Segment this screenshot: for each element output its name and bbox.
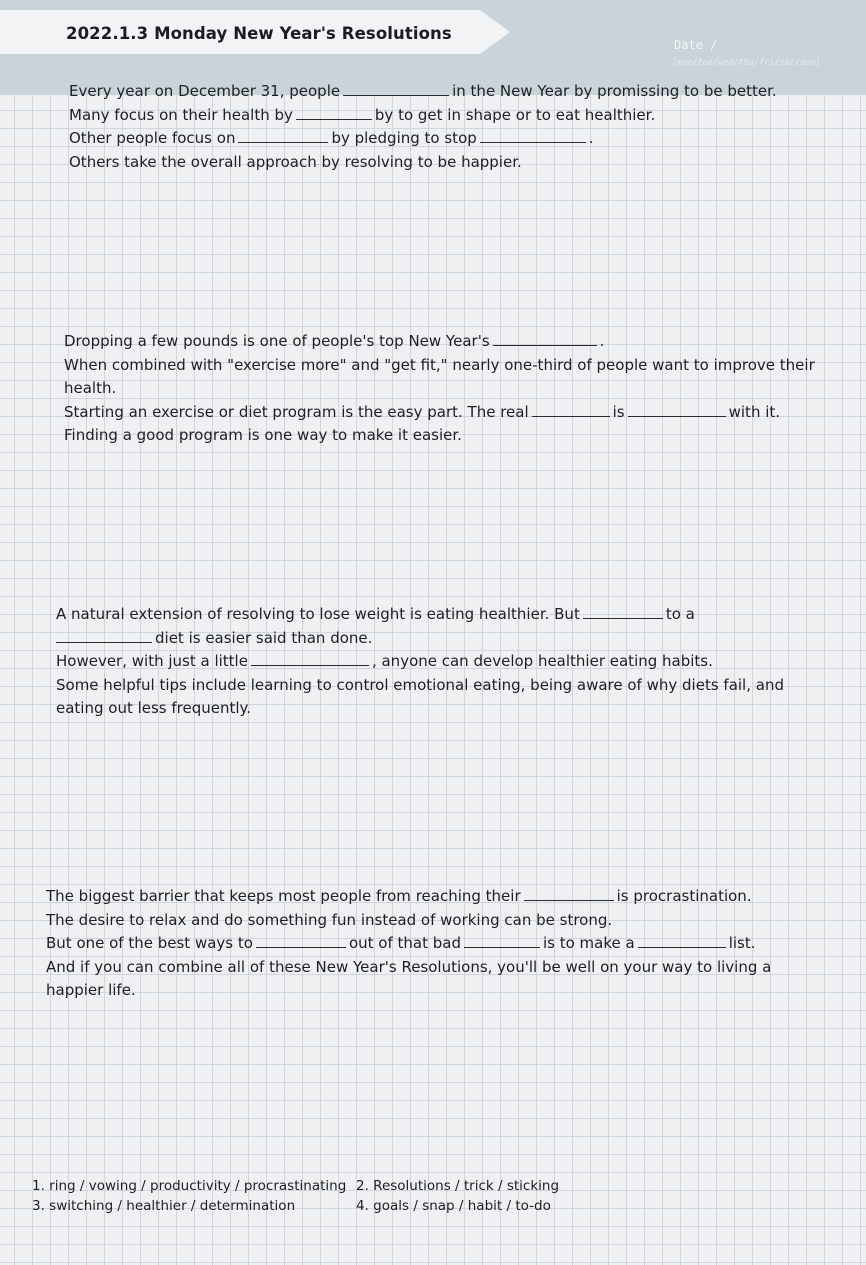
text-line: health. [64,379,117,397]
text-line [64,330,815,354]
fill-blank[interactable] [343,83,449,96]
fill-blank[interactable] [238,130,328,143]
fill-blank[interactable] [256,935,346,948]
text-segment: But one of the best ways to [46,934,253,952]
text-line [56,627,784,651]
text-line [46,885,771,909]
text-segment: . [588,129,594,147]
fill-blank[interactable] [296,107,372,120]
text-line: And if you can combine all of these New Year's Resolutions, you'll be well on your way to living a [46,957,772,976]
text-line [64,401,815,425]
text-segment: , anyone can develop healthier eating habits. [371,652,713,670]
text-segment: Other people focus on [69,129,236,147]
answer-4: 4. goals / snap / habit / to-do [356,1198,551,1214]
text-line [56,650,784,674]
text-segment: Starting an exercise or diet program is the easy part. The real [64,402,529,421]
text-segment: diet is easier said than done. [155,628,373,647]
paragraph-2 [64,330,815,448]
text-line: happier life. [46,981,136,999]
weekday-label: [mon/tue/wed/thu/fri/sat/sun] [672,58,821,68]
fill-blank[interactable] [524,888,614,901]
fill-blank[interactable] [251,653,369,666]
page-title: 2022.1.3 Monday New Year's Resolutions [66,24,452,43]
answer-3: 3. switching / healthier / determination [32,1198,296,1214]
text-segment: Dropping a few pounds is one of people's top New Year's [64,332,490,350]
answer-key [32,1176,732,1216]
text-line: eating out less frequently. [56,699,252,717]
paragraph-4 [46,885,771,1003]
fill-blank[interactable] [56,630,152,643]
text-line: When combined with "exercise more" and "get fit," nearly one-third of people want to improve their [64,355,815,374]
answer-row [32,1176,732,1196]
fill-blank[interactable] [583,606,663,619]
text-line [56,603,784,627]
text-segment: The biggest barrier that keeps most people from reaching their [46,887,521,905]
fill-blank[interactable] [493,333,597,346]
text-segment: with it. [728,402,781,421]
text-segment: list. [728,934,756,952]
text-line [69,104,777,128]
fill-blank[interactable] [532,404,610,417]
text-segment: in the New Year by promissing to be better. [452,82,777,100]
answer-1: 1. ring / vowing / productivity / procrastinating [32,1178,347,1194]
text-segment: by to get in shape or to eat healthier. [374,105,656,124]
text-segment: Many focus on their health by [69,105,293,124]
fill-blank[interactable] [638,935,726,948]
text-segment: out of that bad [348,934,461,952]
text-segment: Every year on December 31, people [69,82,341,100]
paragraph-1 [69,80,777,174]
fill-blank[interactable] [480,130,586,143]
text-line: Some helpful tips include learning to control emotional eating, being aware of why diets fail, and [56,675,784,694]
text-segment: However, with just a little [56,652,248,670]
text-segment: to a [665,605,695,623]
text-segment: A natural extension of resolving to lose weight is eating healthier. But [56,605,580,623]
text-line [69,127,777,151]
text-segment: . [599,332,605,350]
text-line: Others take the overall approach by resolving to be happier. [69,152,522,171]
text-line: The desire to relax and do something fun instead of working can be strong. [46,910,613,929]
text-line: Finding a good program is one way to make it easier. [64,426,462,444]
date-label: Date / [674,38,718,52]
text-line [46,932,771,956]
text-segment: is [612,402,625,421]
answer-row [32,1196,732,1216]
text-line [69,80,777,104]
fill-blank[interactable] [628,404,726,417]
fill-blank[interactable] [464,935,540,948]
paragraph-3 [56,603,784,721]
text-segment: is procrastination. [616,887,752,905]
text-segment: is to make a [542,934,635,952]
text-segment: by pledging to stop [331,129,477,147]
answer-2: 2. Resolutions / trick / sticking [356,1178,560,1194]
